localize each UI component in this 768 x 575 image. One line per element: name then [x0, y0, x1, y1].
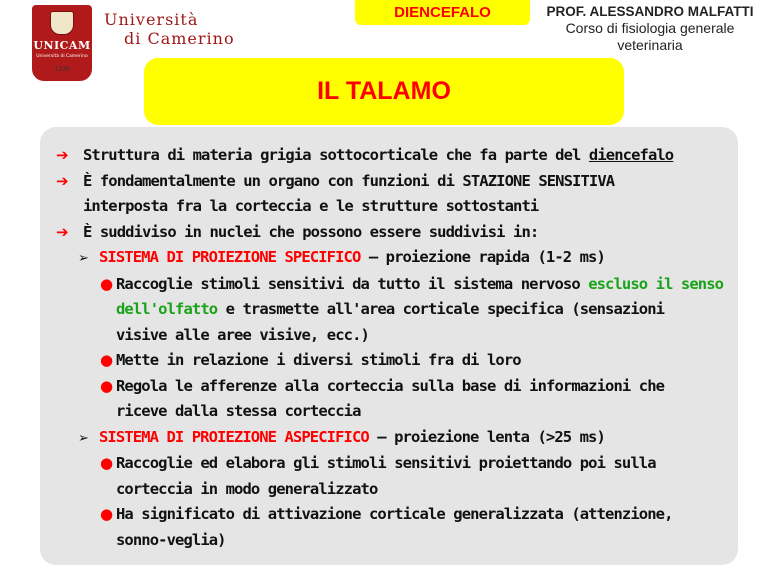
list-item: ➔ È fondamentalmente un organo con funzioni di STAZIONE SENSITIVA — [56, 169, 746, 195]
arrow-right-icon: ➔ — [56, 146, 68, 164]
chevron-right-icon: ➢ — [78, 251, 88, 266]
professor-name: PROF. ALESSANDRO MALFATTI — [546, 4, 754, 19]
bullet-icon: ● — [100, 376, 113, 395]
arrow-right-icon: ➔ — [56, 222, 68, 241]
course-line2: veterinaria — [617, 37, 683, 53]
logo-name: UNICAM — [33, 39, 91, 52]
university-name — [104, 10, 235, 48]
diencefalo-link: diencefalo — [588, 146, 674, 164]
list-item: ● Regola le afferenze alla corteccia sulla base di informazioni che — [56, 374, 746, 400]
list-item: ➔ È suddiviso in nuclei che possono essere suddivisi in: — [56, 220, 746, 246]
list-item-continuation: dell'olfatto e trasmette all'area corticale specifica (sensazioni — [116, 300, 665, 318]
bullet-icon: ● — [100, 274, 113, 293]
course-line1: Corso di fisiologia generale — [565, 20, 735, 36]
list-item: ➔ Struttura di materia grigia sottocorticale che fa parte del diencefalo — [56, 143, 746, 169]
university-line2: di Camerino — [124, 29, 235, 48]
list-item-continuation: sonno-veglia) — [116, 530, 226, 549]
chevron-right-icon: ➢ — [78, 430, 88, 446]
logo-subtitle: Università di Camerino — [36, 54, 88, 59]
list-item-continuation: corteccia in modo generalizzato — [116, 479, 378, 498]
content-text — [56, 143, 746, 553]
list-item-continuation: visive alle aree visive, ecc.) — [116, 325, 369, 344]
professor-info — [540, 3, 760, 54]
bullet-icon: ● — [100, 505, 113, 523]
list-item: ● Raccoglie ed elabora gli stimoli sensitivi proiettando poi sulla — [56, 451, 746, 477]
list-item-continuation: interposta fra la corteccia e le strutture sottostanti — [83, 197, 539, 215]
slide-title: IL TALAMO — [144, 58, 624, 125]
arrow-right-icon: ➔ — [56, 171, 68, 190]
section-tag: DIENCEFALO — [355, 0, 530, 25]
list-item: ● Raccoglie stimoli sensitivi da tutto il sistema nervoso escluso il senso — [56, 272, 746, 298]
list-item: ● Mette in relazione i diversi stimoli fra di loro — [56, 348, 746, 374]
university-line1: Università — [104, 10, 199, 29]
list-item: ● Ha significato di attivazione corticale generalizzata (attenzione, — [56, 502, 746, 528]
crest-icon — [50, 11, 74, 35]
bullet-icon: ● — [100, 351, 113, 369]
bullet-icon: ● — [100, 454, 113, 472]
list-item-continuation: riceve dalla stessa corteccia — [116, 402, 361, 420]
subsection-specifico: ➢ SISTEMA DI PROIEZIONE SPECIFICO – proiezione rapida (1-2 ms) — [56, 245, 746, 272]
subsection-aspecifico: ➢ SISTEMA DI PROIEZIONE ASPECIFICO – proiezione lenta (>25 ms) — [56, 425, 746, 452]
logo-year: 1336 — [54, 66, 70, 73]
